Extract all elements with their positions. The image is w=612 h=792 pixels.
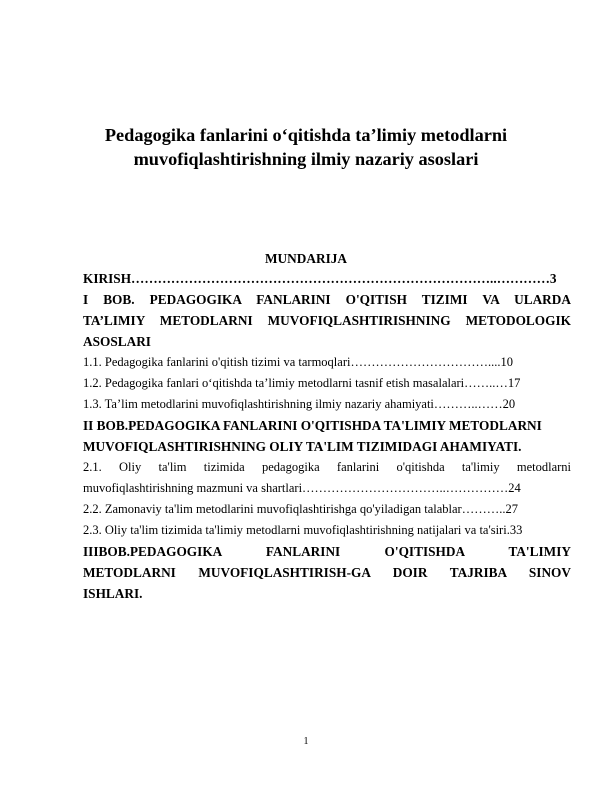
toc-entry-1-2: 1.2. Pedagogika fanlari o‘qitishda ta’limiy metodlarni tasnif etish masalalari……..…17 [83,376,521,390]
toc-entry-2-1-line-1: 2.1. Oliy ta'lim tizimida pedagogika fanlarini o'qitishda ta'limiy metodlarni [83,460,571,474]
toc-entry-2-2: 2.2. Zamonaviy ta'lim metodlarini muvofiqlashtirishga qo'yiladigan talablar………..27 [83,502,518,516]
toc-heading: MUNDARIJA [265,251,347,266]
toc-chapter-1-line-3: ASOSLARI [83,334,151,349]
toc-chapter-3-line-1: IIIBOB.PEDAGOGIKA FANLARINI O'QITISHDA TA'LIMIY [83,544,571,559]
title-line-1: Pedagogika fanlarini o‘qitishda ta’limiy metodlarni [104,125,508,145]
toc-chapter-2-line-1: II BOB.PEDAGOGIKA FANLARINI O'QITISHDA TA'LIMIY METODLARNI [83,418,542,433]
toc-chapter-2-line-2: MUVOFIQLASHTIRISHNING OLIY TA'LIM TIZIMIDAGI AHAMIYATI. [83,439,522,454]
toc-entry-1-3: 1.3. Ta’lim metodlarini muvofiqlashtirishning ilmiy nazariy ahamiyati………..……20 [83,397,516,411]
toc-chapter-3-line-2: METODLARNI MUVOFIQLASHTIRISH-GA DOIR TAJRIBA SINOV [83,565,571,580]
title-line-2: muvofiqlashtirishning ilmiy nazariy asoslari [133,149,479,169]
page-number: 1 [303,736,309,747]
toc-entry-introduction: KIRISH………………………………………………………………………..…………3 [83,271,557,286]
toc-entry-1-1: 1.1. Pedagogika fanlarini o'qitish tizimi va tarmoqlari……………………………....10 [83,355,513,369]
toc-chapter-3-line-3: ISHLARI. [83,586,143,601]
toc-entry-2-3: 2.3. Oliy ta'lim tizimida ta'limiy metodlarni muvofiqlashtirishning natijalari va ta'siri.33 [83,523,523,537]
document-title [60,123,552,171]
toc-chapter-1-line-1: I BOB. PEDAGOGIKA FANLARINI O'QITISH TIZIMI VA ULARDA [83,292,571,307]
toc-chapter-1-line-2: TA’LIMIY METODLARNI MUVOFIQLASHTIRISHNING METODOLOGIK [83,313,571,328]
toc-entry-2-1-line-2: muvofiqlashtirishning mazmuni va shartlari……………………………..……………24 [83,481,521,495]
table-of-contents [83,268,571,604]
